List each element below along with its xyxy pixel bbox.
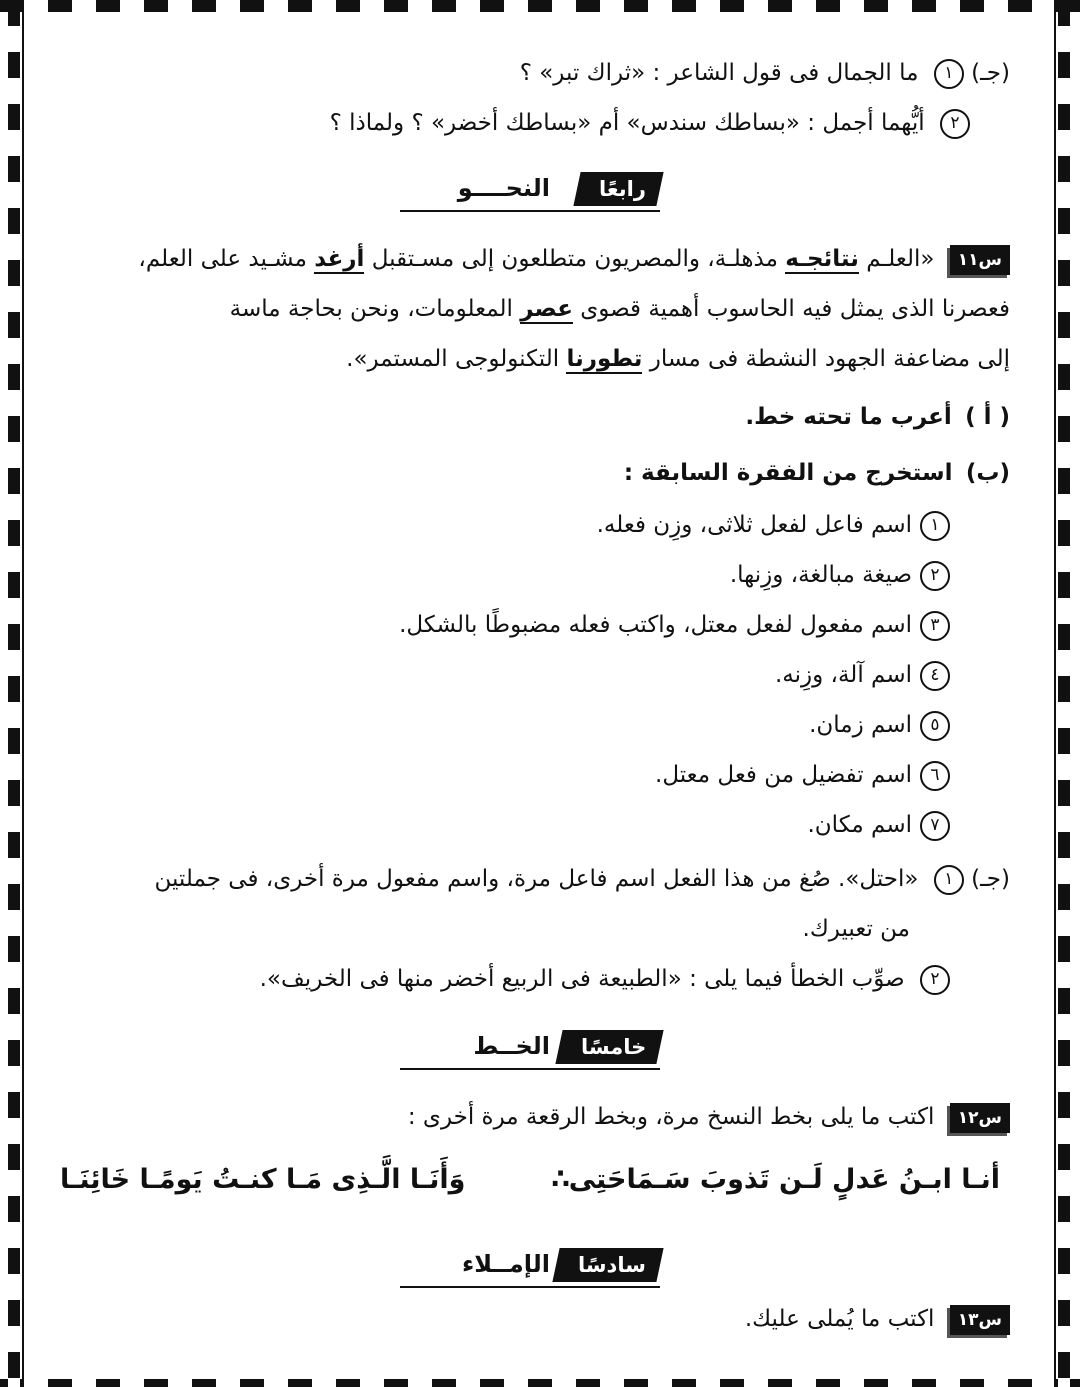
section-rule — [400, 210, 660, 212]
right-border — [1058, 0, 1070, 1387]
left-border — [8, 0, 20, 1387]
part-c-q1 — [520, 56, 1010, 91]
list-item — [809, 708, 950, 743]
item-text: صوِّب الخطأ فيما يلى : «الطبيعة فى الربيع أخضر منها فى الخريف». — [259, 966, 905, 992]
left-edge-line — [22, 0, 24, 1387]
list-item — [597, 508, 950, 543]
item-text: اسم آلة، وزِنه. — [774, 662, 912, 688]
part-c-label: (جـ) — [971, 866, 1010, 892]
part-b-label: (ب) — [965, 460, 1010, 486]
para-text: المعلومات، ونحن بحاجة ماسة — [229, 296, 521, 322]
right-edge-line — [1054, 0, 1056, 1387]
section-khat-header — [400, 1026, 660, 1076]
section-imlaa-header — [400, 1244, 660, 1294]
q2-text: أيُّهما أجمل : «بساطك سندس» أم «بساطك أخضر» ؟ ولماذا ؟ — [329, 110, 925, 136]
q11-part-b — [624, 456, 1010, 491]
question-text: اكتب ما يُملى عليك. — [744, 1306, 935, 1332]
q13-prompt — [745, 1302, 1010, 1337]
item-number: ٢ — [920, 561, 950, 591]
q12-prompt — [408, 1100, 1010, 1135]
para-text: فعصرنا الذى يمثل فيه الحاسوب أهمية قصوى — [572, 296, 1010, 322]
top-border — [0, 0, 1080, 12]
part-a-text: أعرب ما تحته خط. — [745, 404, 952, 430]
list-item — [775, 658, 950, 693]
para-text: «العلـم — [858, 246, 935, 272]
item-number: ٦ — [920, 761, 950, 791]
item-text: «احتل». صُغ من هذا الفعل اسم فاعل مرة، واسم مفعول مرة أخرى، فى جملتين — [154, 866, 919, 892]
part-b-text: استخرج من الفقرة السابقة : — [623, 460, 953, 486]
para-text: مذهلـة، والمصريون متطلعون إلى مسـتقبل — [364, 246, 786, 272]
item-text: اسم تفضيل من فعل معتل. — [655, 762, 912, 788]
section-tag: رابعًا — [573, 172, 663, 206]
item-text: اسم مفعول لفعل معتل، واكتب فعله مضبوطًا بالشكل. — [399, 612, 912, 638]
q11-part-a — [745, 400, 1010, 435]
section-title: النحــــو — [457, 174, 550, 202]
list-item — [730, 558, 950, 593]
verse-separator: ∴ — [551, 1164, 570, 1195]
question-badge: س١٣ — [950, 1305, 1010, 1335]
underlined-word: تطورنا — [566, 346, 643, 372]
q11-paragraph-line2 — [230, 292, 1010, 327]
item-number: ١ — [934, 865, 964, 895]
section-title: الإمــلاء — [461, 1250, 550, 1278]
question-badge: س١١ — [950, 245, 1010, 275]
para-text: التكنولوجى المستمر». — [346, 346, 567, 372]
section-tag: خامسًا — [555, 1030, 664, 1064]
section-nahw-header — [400, 168, 660, 218]
bottom-border — [0, 1379, 1080, 1387]
section-tag: سادسًا — [553, 1248, 664, 1282]
item-text: من تعبيرك. — [802, 916, 910, 942]
q11-paragraph-line1 — [138, 242, 1010, 277]
part-a-label: ( أ ) — [965, 404, 1010, 430]
para-text: إلى مضاعفة الجهود النشطة فى مسار — [642, 346, 1010, 372]
question-text: اكتب ما يلى بخط النسخ مرة، وبخط الرقعة مرة أخرى : — [407, 1104, 935, 1130]
item-number: ٥ — [920, 711, 950, 741]
q1-text: ما الجمال فى قول الشاعر : «ثراك تبر» ؟ — [519, 60, 919, 86]
q11-part-c2 — [260, 962, 950, 997]
para-text: مشـيد على العلم، — [138, 246, 315, 272]
q11-part-c1-continued — [803, 912, 910, 947]
list-item — [807, 808, 950, 843]
item-number: ١ — [920, 511, 950, 541]
item-text: اسم زمان. — [809, 712, 912, 738]
underlined-word: أرغد — [314, 246, 365, 272]
underlined-word: عصر — [520, 296, 573, 322]
q2-number: ٢ — [940, 109, 970, 139]
item-number: ٣ — [920, 611, 950, 641]
q1-number: ١ — [934, 59, 964, 89]
verse-second-hemistich: وَأَنَـا الَّـذِى مَـا كنـتُ يَومًـا خَائِنَـا — [60, 1164, 466, 1195]
q11-part-c1 — [154, 862, 1010, 897]
item-text: صيغة مبالغة، وزِنها. — [729, 562, 912, 588]
section-rule — [400, 1068, 660, 1070]
list-item — [399, 608, 950, 643]
list-item — [655, 758, 950, 793]
underlined-word: نتائجـه — [785, 246, 859, 272]
part-c-q2 — [330, 106, 970, 141]
verse-first-hemistich: أنـا ابـنُ عَدلٍ لَـن تَذوبَ سَـمَاحَتِى — [568, 1164, 1000, 1195]
question-badge: س١٢ — [950, 1103, 1010, 1133]
item-number: ٤ — [920, 661, 950, 691]
item-text: اسم فاعل لفعل ثلاثى، وزِن فعله. — [596, 512, 912, 538]
section-title: الخــط — [473, 1032, 550, 1060]
item-number: ٢ — [920, 965, 950, 995]
part-c-label: (جـ) — [971, 60, 1010, 86]
item-number: ٧ — [920, 811, 950, 841]
q11-paragraph-line3 — [346, 342, 1010, 377]
item-text: اسم مكان. — [807, 812, 912, 838]
section-rule — [400, 1286, 660, 1288]
poetry-verse — [60, 1160, 1010, 1204]
